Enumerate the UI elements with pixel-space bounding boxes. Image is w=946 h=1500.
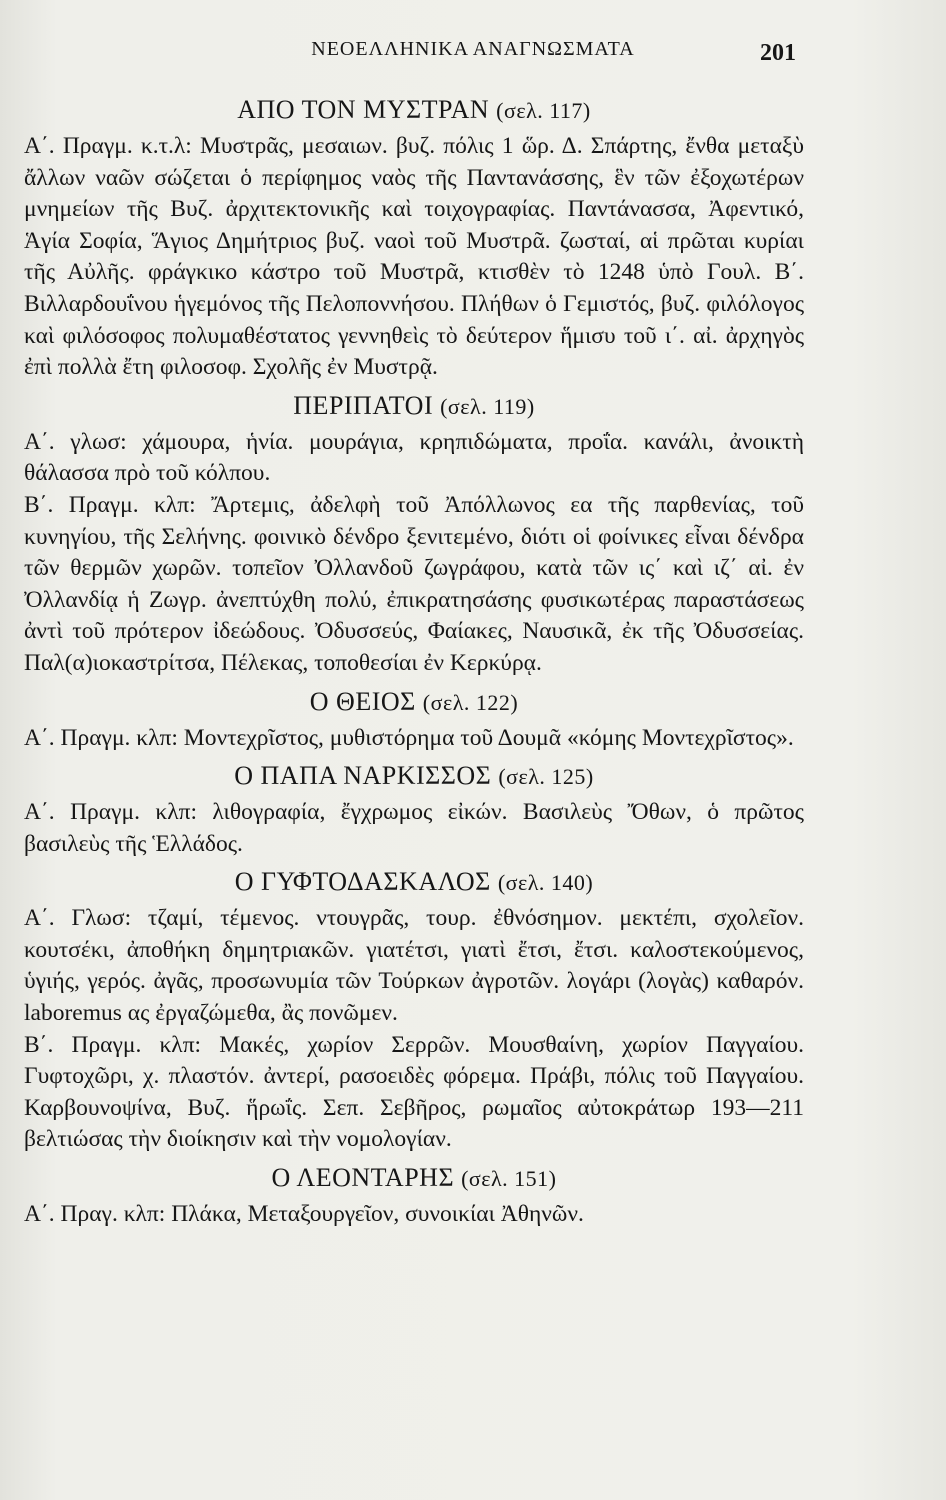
- section-mystras: [24, 92, 804, 384]
- paragraph: Β΄. Πραγμ. κλπ: Ἄρτεμις, ἀδελφὴ τοῦ Ἀπόλλωνος εα τῆς παρθενίας, τοῦ κυνηγίου, τῆς Σελήνης. φοινικὸ δένδρο ξενιτεμένο, διότι οἱ φοίνικες εἶναι δένδρα τῶν θερμῶν χωρῶν. τοπεῖον Ὀλλανδοῦ ζωγράφου, κατὰ τῶν ις΄ καὶ ιζ΄ αἰ. ἐν Ὀλλανδίᾳ ἡ Ζωγρ. ἀνεπτύχθη πολύ, ἐπικρατησάσης φυσικωτέρας παραστάσεως ἀντὶ τοῦ πρότερον ἰδεώδους. Ὀδυσσεύς, Φαίακες, Ναυσικᾶ, ἐκ τῆς Ὀδυσσείας. Παλ(α)ιοκαστρίτσα, Πέλεκας, τοποθεσίαι ἐν Κερκύρᾳ.: [24, 491, 804, 676]
- page-number: 201: [760, 40, 796, 66]
- section-title: Ο ΠΑΠΑ ΝΑΡΚΙΣΣΟΣ (σελ. 125): [234, 761, 594, 791]
- section-title: ΠΕΡΙΠΑΤΟΙ (σελ. 119): [293, 390, 535, 420]
- paragraph: Α΄. Γλωσ: τζαμί, τέμενος. ντουγρᾶς, τουρ. ἐθνόσημον. μεκτέπι, σχολεῖον. κουτσέκι, ἀποθήκη δημητριακῶν. γιατέτσι, γιατὶ ἔτσι, ἔτσι. καλοστεκούμενος, ὑγιής, γερός. ἀγᾶς, προσωνυμία τῶν Τούρκων ἀγροτῶν. λογάρι (λογὰς) καθαρόν. laboremus ας ἐργαζώμεθα, ἂς πονῶμεν.: [24, 905, 804, 1027]
- section-theios: [24, 684, 804, 755]
- paragraph: Β΄. Πραγμ. κλπ: Μακές, χωρίον Σερρῶν. Μουσθαίνη, χωρίον Παγγαίου. Γυφτοχῶρι, χ. πλαστόν. ἀντερί, ρασοειδὲς φόρεμα. Πράβι, πόλις τοῦ Παγγαίου. Καρβουνοψίνα, Βυζ. ἥρωΐς. Σεπ. Σεβῆρος, ρωμαῖος αὐτοκράτωρ 193—211 βελτιώσας τὴν διοίκησιν καὶ τὴν νομολογίαν.: [24, 1031, 804, 1153]
- section-gyftodaskalos: [24, 864, 804, 1156]
- paragraph: Α΄. γλωσ: χάμουρα, ἡνία. μουράγια, κρηπιδώματα, προΐα. κανάλι, ἀνοικτὴ θάλασσα πρὸ τοῦ κόλπου.: [24, 428, 804, 487]
- page-reference: (σελ. 125): [498, 764, 594, 790]
- paragraph: Α΄. Πραγ. κλπ: Πλάκα, Μεταξουργεῖον, συνοικίαι Ἀθηνῶν.: [24, 1201, 584, 1228]
- paragraph: Α΄. Πραγμ. κ.τ.λ: Μυστρᾶς, μεσαιων. βυζ. πόλις 1 ὥρ. Δ. Σπάρτης, ἔνθα μεταξὺ ἄλλων ναῶν σώζεται ὁ περίφημος ναὸς τῆς Παντανάσσης, ἓν τῶν ἐξοχωτέρων μνημείων τῆς Βυζ. ἀρχιτεκτονικῆς καὶ τοιχογραφίας. Παντάνασσα, Ἀφεντικό, Ἁγία Σοφία, Ἅγιος Δημήτριος βυζ. ναοὶ τοῦ Μυστρᾶ. ζωσταί, αἱ πρῶται κυρίαι τῆς Αὐλῆς. φράγκικο κάστρο τοῦ Μυστρᾶ, κτισθὲν τὸ 1248 ὑπὸ Γουλ. Β΄. Βιλλαρδουΐνου ἡγεμόνος τῆς Πελοποννήσου. Πλήθων ὁ Γεμιστός, βυζ. φιλόλογος καὶ φιλόσοφος πολυμαθέστατος γεννηθεὶς τὸ δεύτερον ἥμισυ τοῦ ι΄. αἰ. ἀρχηγὸς ἐπὶ πολλὰ ἔτη φιλοσοφ. Σχολῆς ἐν Μυστρᾷ.: [24, 133, 804, 381]
- section-leontaris: [24, 1160, 804, 1231]
- paragraph: Α΄. Πραγμ. κλπ: Μοντεχρῖστος, μυθιστόρημα τοῦ Δουμᾶ «κόμης Μοντεχρῖστος».: [24, 724, 794, 751]
- page-reference: (σελ. 151): [461, 1166, 557, 1192]
- section-peripatoi: [24, 388, 804, 680]
- running-head: ΝΕΟΕΛΛΗΝΙΚΑ ΑΝΑΓΝΩΣΜΑΤΑ: [311, 38, 635, 60]
- page-reference: (σελ. 119): [440, 393, 535, 419]
- section-title: Ο ΛΕΟΝΤΑΡΗΣ (σελ. 151): [271, 1163, 557, 1193]
- paragraph: Α΄. Πραγμ. κλπ: λιθογραφία, ἔγχρωμος εἰκών. Βασιλεὺς Ὄθων, ὁ πρῶτος βασιλεὺς τῆς Ἑλλάδος.: [24, 799, 804, 857]
- page-reference: (σελ. 122): [422, 689, 519, 715]
- section-title: Ο ΘΕΙΟΣ (σελ. 122): [309, 686, 519, 716]
- page-reference: (σελ. 140): [497, 870, 594, 896]
- page-reference: (σελ. 117): [496, 98, 591, 123]
- section-title: Ο ΓΥΦΤΟΔΑΣΚΑΛΟΣ (σελ. 140): [234, 867, 594, 897]
- section-papa-narkissos: [24, 758, 804, 860]
- section-title: ΑΠΟ ΤΟΝ ΜΥΣΤΡΑΝ (σελ. 117): [237, 95, 591, 124]
- page-body: [24, 88, 804, 1231]
